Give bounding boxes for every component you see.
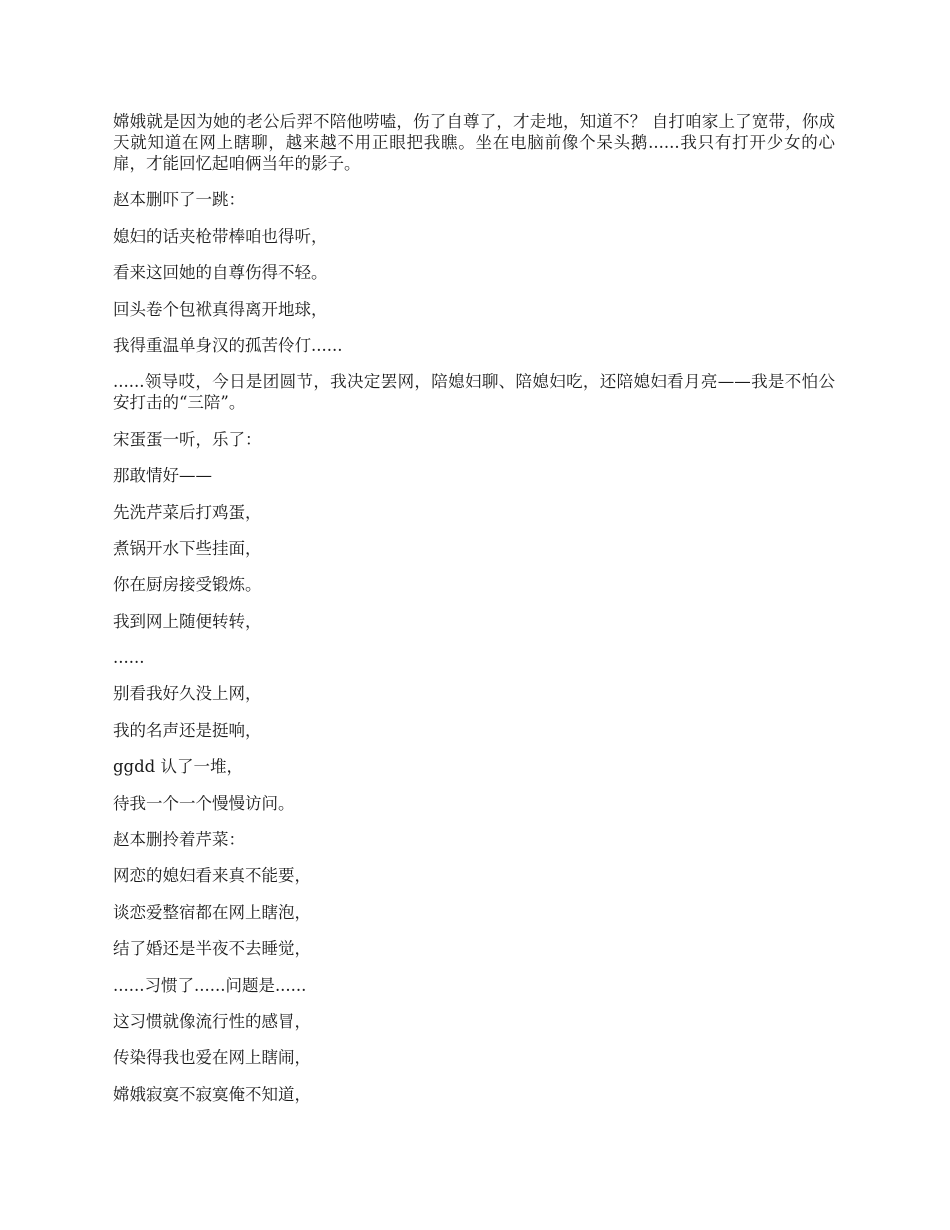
paragraph: 我到网上随便转转， — [113, 611, 262, 631]
paragraph: 煮锅开水下些挂面， — [113, 538, 262, 558]
paragraph: ...... — [113, 648, 145, 668]
paragraph: 我得重温单身汉的孤苦伶仃...... — [113, 335, 343, 355]
paragraph: 网恋的媳妇看来真不能要， — [113, 866, 311, 886]
paragraph: 结了婚还是半夜不去睡觉， — [113, 939, 311, 959]
paragraph: 看来这回她的自尊伤得不轻。 — [113, 263, 328, 283]
paragraph: 待我一个一个慢慢访问。 — [113, 793, 295, 813]
paragraph: 你在厨房接受锻炼。 — [113, 575, 262, 595]
paragraph: 嫦娥寂寞不寂寞俺不知道， — [113, 1084, 311, 1104]
paragraph: 赵本删吓了一跳： — [113, 190, 245, 210]
paragraph: ggdd 认了一堆， — [113, 757, 243, 777]
paragraph: 谈恋爱整宿都在网上瞎泡， — [113, 902, 311, 922]
paragraph: ......领导哎，今日是团圆节，我决定罢网，陪媳妇聊、陪媳妇吃，还陪媳妇看月亮——我是不怕公安打击的“三陪”。 — [113, 372, 835, 413]
paragraph: 传染得我也爱在网上瞎闹， — [113, 1048, 311, 1068]
paragraph: 嫦娥就是因为她的老公后羿不陪他唠嗑，伤了自尊了，才走地，知道不？ 自打咱家上了宽带，你成天就知道在网上瞎聊，越来越不用正眼把我瞧。坐在电脑前像个呆头鹅......我只有打开少女的心扉，才能回忆起咱俩当年的影子。 — [113, 112, 835, 173]
paragraph: ......习惯了......问题是...... — [113, 975, 307, 995]
paragraph: 那敢情好—— — [113, 466, 212, 486]
paragraph: 别看我好久没上网， — [113, 684, 262, 704]
paragraph: 回头卷个包袱真得离开地球， — [113, 299, 328, 319]
paragraph: 宋蛋蛋一听，乐了： — [113, 429, 262, 449]
paragraph: 我的名声还是挺响， — [113, 720, 262, 740]
paragraph: 赵本删拎着芹菜： — [113, 830, 245, 850]
document-page — [113, 111, 835, 1120]
paragraph: 这习惯就像流行性的感冒， — [113, 1011, 311, 1031]
paragraph: 先洗芹菜后打鸡蛋， — [113, 502, 262, 522]
paragraph: 媳妇的话夹枪带棒咱也得听， — [113, 226, 328, 246]
